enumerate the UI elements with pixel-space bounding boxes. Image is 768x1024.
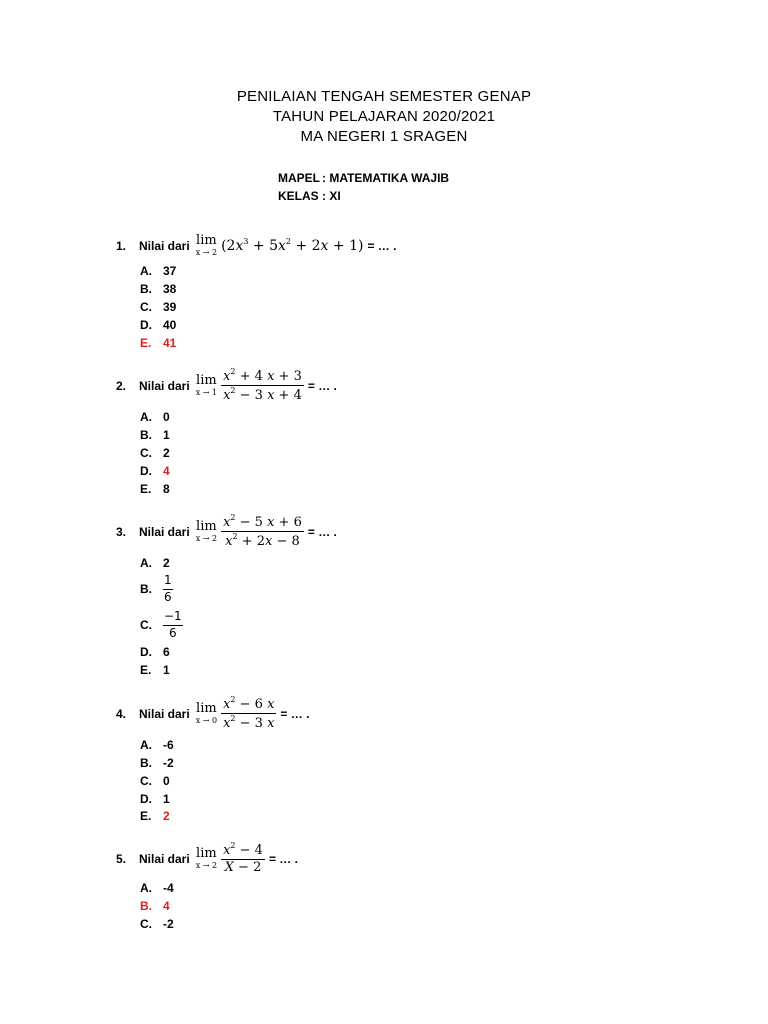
lim-operator: lim x → 2 xyxy=(195,846,218,871)
question-prompt: Nilai dari xyxy=(139,238,190,253)
question-number: 4. xyxy=(116,706,127,721)
option-1c[interactable]: C. 39 xyxy=(140,300,177,314)
option-3d[interactable]: D. 6 xyxy=(140,645,170,659)
option-4a[interactable]: A. -6 xyxy=(140,738,174,752)
option-4e-correct[interactable]: E. 2 xyxy=(140,809,170,823)
option-1d[interactable]: D. 40 xyxy=(140,318,177,332)
option-1e-correct[interactable]: E. 41 xyxy=(140,336,177,350)
question-ending: = … . xyxy=(307,524,337,539)
lim-operator: lim x → 2 xyxy=(195,519,218,544)
exam-title: PENILAIAN TENGAH SEMESTER GENAP xyxy=(236,88,532,105)
question-number: 2. xyxy=(116,378,127,393)
question-5 xyxy=(116,842,298,876)
limit-expression xyxy=(196,842,265,876)
question-prompt: Nilai dari xyxy=(139,851,190,866)
option-3c[interactable]: C. −1 6 xyxy=(140,609,182,640)
class-label: KELAS xyxy=(278,189,319,203)
option-3a[interactable]: A. 2 xyxy=(140,556,170,570)
option-1a[interactable]: A. 37 xyxy=(140,264,177,278)
question-ending: = … . xyxy=(280,706,310,721)
question-ending: = … . xyxy=(307,378,337,393)
fraction: $\frac{x^2 - 4}{X - 2}$ xyxy=(223,841,263,876)
option-2b[interactable]: B. 1 xyxy=(140,428,170,442)
lim-operator: lim x → 0 xyxy=(195,701,218,726)
exam-header xyxy=(0,87,768,147)
option-2d-correct[interactable]: D. 4 xyxy=(140,464,170,478)
fraction: $\frac{x^2 - 5 x + 6}{x^2 + 2x - 8}$ xyxy=(223,513,302,550)
question-prompt: Nilai dari xyxy=(139,706,190,721)
lim-operator: lim x → 1 xyxy=(195,373,218,398)
subject-line xyxy=(278,171,449,185)
subject-label: MAPEL xyxy=(278,171,320,185)
option-2a[interactable]: A. 0 xyxy=(140,410,170,424)
question-number: 3. xyxy=(116,524,127,539)
question-ending: = … . xyxy=(268,851,298,866)
limit-expression xyxy=(196,514,304,550)
limit-expression: lim x → 2 $(2x^3 + 5x^2 + 2x + 1)$ xyxy=(195,233,364,257)
question-4 xyxy=(116,696,309,732)
school-name: MA NEGERI 1 SRAGEN xyxy=(300,128,468,145)
fraction: $\frac{x^2 - 6 x}{x^2 - 3 x}$ xyxy=(223,695,275,732)
subject-value: : MATEMATIKA WAJIB xyxy=(322,171,450,185)
option-4b[interactable]: B. -2 xyxy=(140,756,174,770)
academic-year: TAHUN PELAJARAN 2020/2021 xyxy=(272,108,496,125)
fraction: $\frac{x^2 + 4 x + 3}{x^2 - 3 x + 4}$ xyxy=(223,367,302,404)
question-3 xyxy=(116,514,337,550)
option-fraction: 1 6 xyxy=(164,573,172,604)
option-3e[interactable]: E. 1 xyxy=(140,663,170,677)
option-1b[interactable]: B. 38 xyxy=(140,282,177,296)
option-3b[interactable]: B. 1 6 xyxy=(140,573,172,604)
question-1 xyxy=(116,234,396,257)
lim-operator: lim x → 2 xyxy=(195,233,218,257)
option-4c[interactable]: C. 0 xyxy=(140,774,170,788)
question-prompt: Nilai dari xyxy=(139,378,190,393)
limit-expression xyxy=(196,368,304,404)
option-4d[interactable]: D. 1 xyxy=(140,792,170,806)
question-2 xyxy=(116,368,337,404)
class-line xyxy=(278,189,341,203)
question-ending: = … . xyxy=(367,238,397,253)
option-5c[interactable]: C. -2 xyxy=(140,917,174,931)
question-prompt: Nilai dari xyxy=(139,524,190,539)
option-fraction: −1 6 xyxy=(164,609,182,640)
option-5b-correct[interactable]: B. 4 xyxy=(140,899,170,913)
limit-expression xyxy=(196,696,277,732)
question-number: 5. xyxy=(116,851,127,866)
question-number: 1. xyxy=(116,238,127,253)
option-2e[interactable]: E. 8 xyxy=(140,482,170,496)
option-5a[interactable]: A. -4 xyxy=(140,881,174,895)
class-value: : XI xyxy=(322,189,341,203)
option-2c[interactable]: C. 2 xyxy=(140,446,170,460)
